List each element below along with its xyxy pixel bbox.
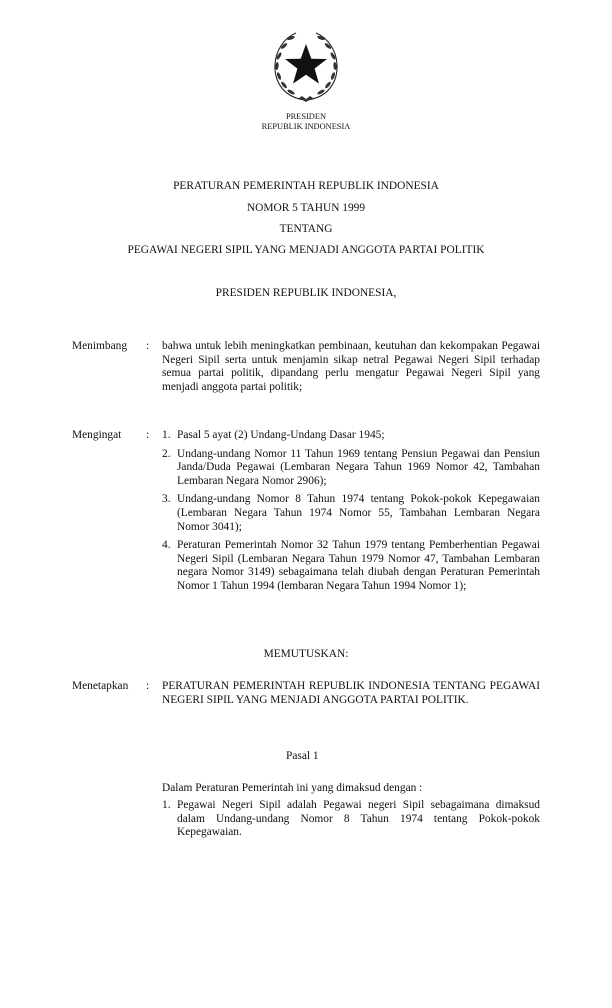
list-item [162, 448, 540, 489]
pasal-1-heading: Pasal 1 [286, 750, 319, 762]
list-item [162, 539, 540, 593]
list-number: 2. [162, 447, 171, 460]
list-text: Pegawai Negeri Sipil adalah Pegawai negeri Sipil sebagaimana dimaksud dalam Undang-undang Nomor 8 Tahun 1974 tentang Pokok-pokok Kepegawaian. [177, 799, 540, 839]
list-text: Peraturan Pemerintah Nomor 32 Tahun 1979 tentang Pemberhentian Pegawai Negeri Sipil (Lembaran Negara Tahun 1979 Nomor 47, Tambahan Lembaran negara Nomor 3149) sebagaimana telah diubah dengan Peraturan Pemerintah Nomor 1 Tahun 1994 (lembaran Negara Tahun 1994 Nomor 1); [177, 539, 540, 592]
menimbang-colon: : [146, 340, 150, 352]
list-number: 1. [162, 429, 171, 441]
letterhead-republik-indonesia: REPUBLIK INDONESIA [261, 122, 351, 131]
regulation-tentang: TENTANG [279, 223, 333, 235]
list-number: 4. [162, 539, 171, 552]
menetapkan-colon: : [146, 680, 150, 692]
menetapkan-label: Menetapkan [72, 680, 129, 692]
list-item [162, 799, 540, 840]
authority-heading: PRESIDEN REPUBLIK INDONESIA, [215, 287, 397, 299]
regulation-title: PERATURAN PEMERINTAH REPUBLIK INDONESIA [173, 180, 439, 192]
list-item [162, 429, 540, 443]
menetapkan-text: PERATURAN PEMERINTAH REPUBLIK INDONESIA TENTANG PEGAWAI NEGERI SIPIL YANG MENJADI ANGGOTA PARTAI POLITIK. [162, 680, 540, 706]
pasal-1-intro: Dalam Peraturan Pemerintah ini yang dimaksud dengan : [162, 782, 423, 794]
list-item [162, 493, 540, 534]
menimbang-text: bahwa untuk lebih meningkatkan pembinaan, keutuhan dan kekompakan Pegawai Negeri Sipil serta untuk menjamin sikap netral Pegawai Negeri Sipil terhadap semua partai politik, dipandang perlu mengatur Pegawai Negeri Sipil yang menjadi anggota partai politik; [162, 340, 540, 393]
regulation-number: NOMOR 5 TAHUN 1999 [246, 202, 366, 214]
garuda-emblem-icon [266, 26, 346, 106]
list-text: Pasal 5 ayat (2) Undang-Undang Dasar 1945; [177, 429, 385, 441]
mengingat-list [162, 429, 540, 599]
mengingat-label: Mengingat [72, 429, 122, 441]
mengingat-colon: : [146, 429, 150, 441]
list-text: Undang-undang Nomor 8 Tahun 1974 tentang Pokok-pokok Kepegawaian (Lembaran Negara Tahun 1974 Nomor 55, Tambahan Lembaran Negara Nomor 3041); [177, 493, 540, 533]
list-text: Undang-undang Nomor 11 Tahun 1969 tentang Pensiun Pegawai dan Pensiun Janda/Duda Pegawai (Lembaran Negara Tahun 1969 Nomor 42, Tambahan Lembaran Negara Nomor 2906); [177, 447, 540, 487]
pasal-1-list [162, 799, 540, 845]
list-number: 3. [162, 493, 171, 506]
letterhead-presiden: PRESIDEN [285, 112, 327, 121]
menimbang-label: Menimbang [72, 340, 128, 352]
list-number: 1. [162, 799, 171, 811]
regulation-subject: PEGAWAI NEGERI SIPIL YANG MENJADI ANGGOTA PARTAI POLITIK [127, 244, 485, 256]
memutuskan-heading: MEMUTUSKAN: [263, 648, 349, 660]
